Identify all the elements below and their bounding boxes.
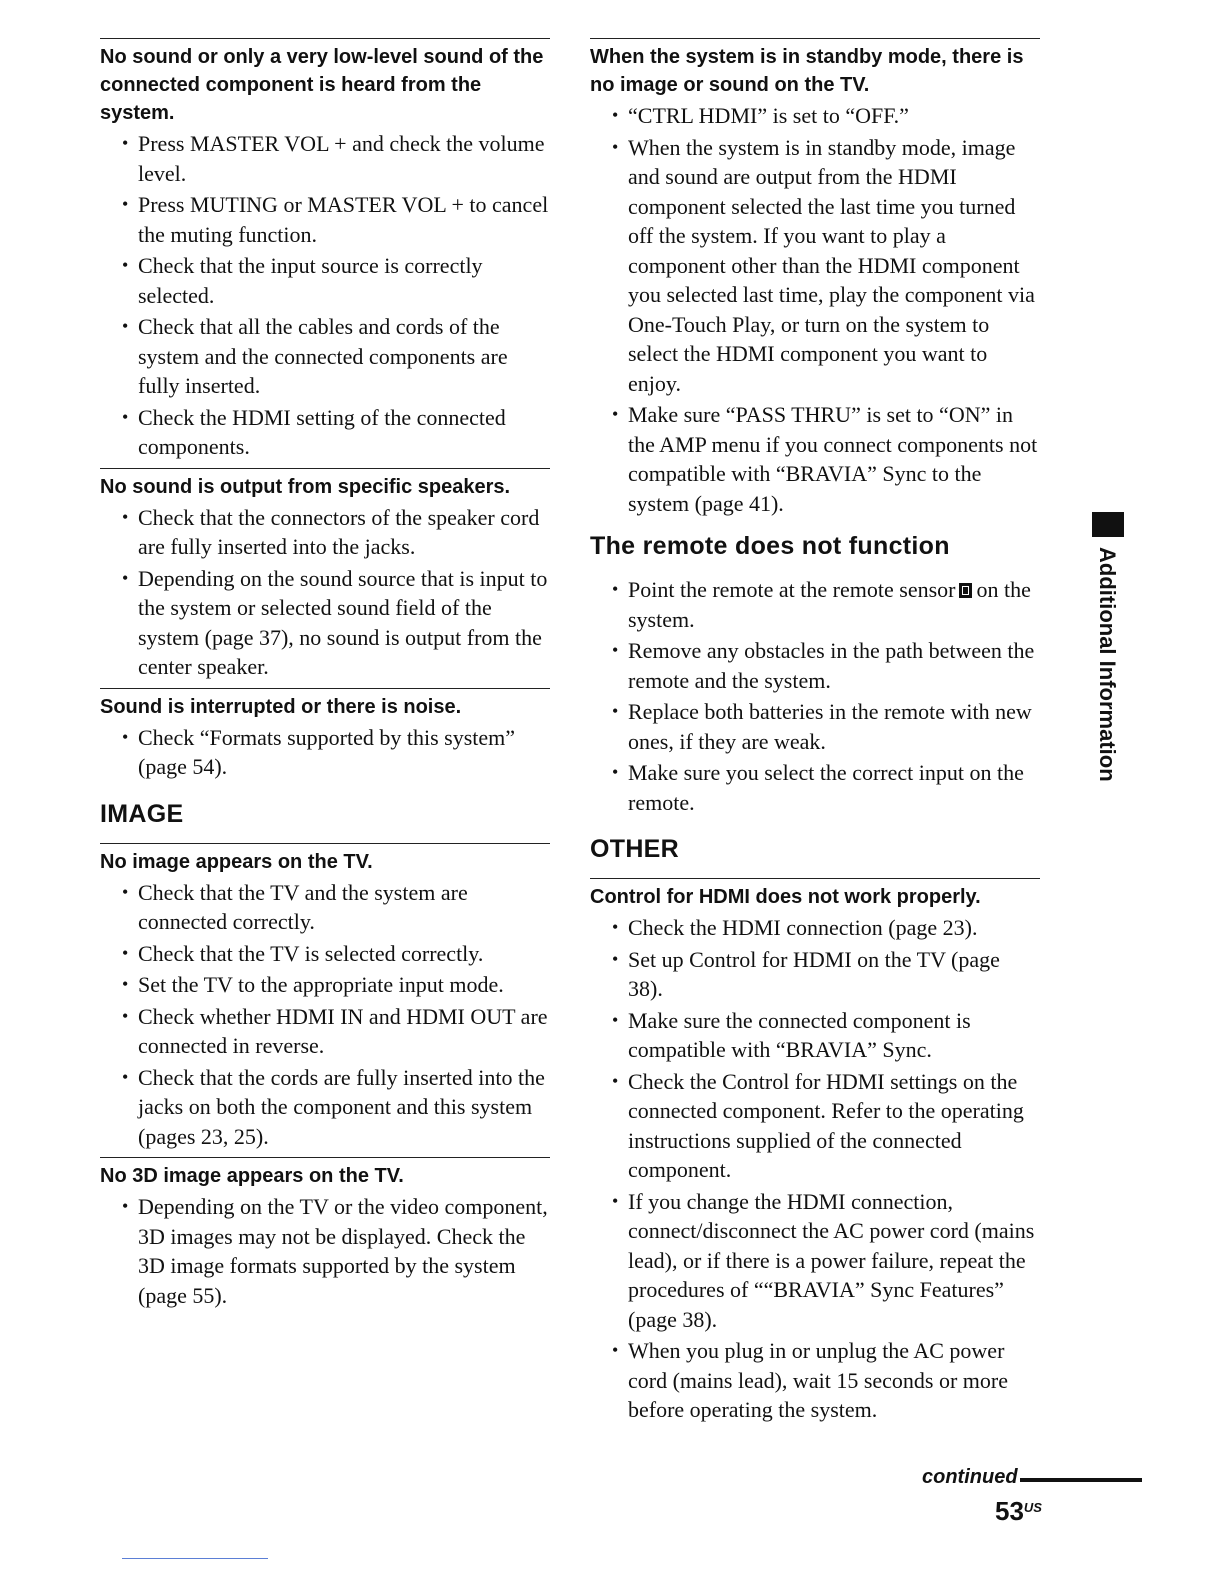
bullet-list bbox=[100, 503, 550, 682]
bullet-list bbox=[100, 129, 550, 462]
bullet-text: on the system. bbox=[628, 577, 1031, 632]
bullet-item: • Check that the TV and the system are connected correctly. bbox=[122, 878, 550, 937]
issue-title: When the system is in standby mode, there is no image or sound on the TV. bbox=[590, 46, 1024, 96]
bullet-list bbox=[590, 913, 1040, 1425]
image-section-heading: IMAGE bbox=[100, 799, 184, 828]
bullet-text: Point the remote at the remote sensor bbox=[628, 577, 956, 602]
bullet-list bbox=[590, 101, 1040, 518]
issue-title: No 3D image appears on the TV. bbox=[100, 1165, 404, 1187]
bullet-item: • Make sure “PASS THRU” is set to “ON” in the AMP menu if you connect components not compatible with “BRAVIA” Sync to the system (page 41). bbox=[612, 400, 1040, 518]
troubleshoot-issue bbox=[100, 843, 550, 1152]
issue-title: Control for HDMI does not work properly. bbox=[590, 886, 981, 908]
bullet-item: • Check the HDMI connection (page 23). bbox=[612, 913, 1040, 943]
bullet-item: • Check that the TV is selected correctly. bbox=[122, 939, 550, 969]
bullet-list bbox=[590, 575, 1040, 817]
troubleshoot-issue bbox=[590, 878, 1040, 1425]
bullet-list bbox=[100, 1192, 550, 1310]
bullet-list bbox=[100, 723, 550, 782]
other-section-heading: OTHER bbox=[590, 835, 679, 863]
bullet-item: • Check that the input source is correctly selected. bbox=[122, 251, 550, 310]
page-number bbox=[995, 1496, 1042, 1527]
issue-title: No image appears on the TV. bbox=[100, 850, 373, 873]
bullet-item: • “CTRL HDMI” is set to “OFF.” bbox=[612, 101, 1040, 131]
page-number-suffix: US bbox=[1023, 1500, 1042, 1515]
issue-title: Sound is interrupted or there is noise. bbox=[100, 695, 462, 718]
troubleshoot-issue bbox=[100, 468, 550, 682]
issue-title: No sound or only a very low-level sound of the connected component is heard from the system. bbox=[100, 46, 544, 124]
continued-arrow-line bbox=[1020, 1478, 1142, 1482]
bullet-item: • Make sure you select the correct input on the remote. bbox=[612, 758, 1040, 817]
bullet-item: • If you change the HDMI connection, connect/disconnect the AC power cord (mains lead), or if there is a power failure, repeat the procedures of ““BRAVIA” Sync Features” (page 38). bbox=[612, 1187, 1040, 1335]
troubleshoot-issue bbox=[590, 38, 1040, 518]
side-section-tab bbox=[1092, 512, 1124, 812]
troubleshoot-issue bbox=[100, 1157, 550, 1310]
bullet-item: • Press MUTING or MASTER VOL + to cancel the muting function. bbox=[122, 190, 550, 249]
bullet-item: • Depending on the TV or the video component, 3D images may not be displayed. Check the 3D image formats supported by the system (page 55). bbox=[122, 1192, 550, 1310]
bullet-item: • Depending on the sound source that is input to the system or selected sound field of the system (page 37), no sound is output from the center speaker. bbox=[122, 564, 550, 682]
bullet-item: • Check whether HDMI IN and HDMI OUT are connected in reverse. bbox=[122, 1002, 550, 1061]
bullet-item: • Remove any obstacles in the path between the remote and the system. bbox=[612, 636, 1040, 695]
remote-sensor-icon bbox=[959, 583, 972, 598]
bullet-item: • Set the TV to the appropriate input mode. bbox=[122, 970, 550, 1000]
page-number-value: 53 bbox=[995, 1496, 1024, 1526]
bullet-item: • Check that the connectors of the speaker cord are fully inserted into the jacks. bbox=[122, 503, 550, 562]
bullet-item: • Check the HDMI setting of the connected components. bbox=[122, 403, 550, 462]
bullet-item: • Check “Formats supported by this system” (page 54). bbox=[122, 723, 550, 782]
remote-section-heading: The remote does not function bbox=[590, 532, 950, 560]
left-issues-image bbox=[100, 843, 550, 1311]
bullet-item: • Check that the cords are fully inserted into the jacks on both the component and this system (pages 23, 25). bbox=[122, 1063, 550, 1152]
bullet-item: • Make sure the connected component is compatible with “BRAVIA” Sync. bbox=[612, 1006, 1040, 1065]
bullet-item: • Replace both batteries in the remote with new ones, if they are weak. bbox=[612, 697, 1040, 756]
bullet-item: • Check the Control for HDMI settings on the connected component. Refer to the operating instructions supplied of the connected component. bbox=[612, 1067, 1040, 1185]
right-column bbox=[590, 38, 1040, 1431]
issue-title: No sound is output from specific speakers. bbox=[100, 475, 511, 498]
bullet-item: • When you plug in or unplug the AC power cord (mains lead), wait 15 seconds or more before operating the system. bbox=[612, 1336, 1040, 1425]
bullet-item: • Check that all the cables and cords of the system and the connected components are fully inserted. bbox=[122, 312, 550, 401]
bullet-item: • Set up Control for HDMI on the TV (page 38). bbox=[612, 945, 1040, 1004]
left-column bbox=[100, 38, 550, 1316]
tab-marker bbox=[1092, 512, 1124, 537]
troubleshoot-issue bbox=[100, 688, 550, 782]
continued-indicator bbox=[922, 1462, 1142, 1492]
left-issues-top bbox=[100, 38, 550, 782]
bottom-rule bbox=[122, 1558, 268, 1559]
side-tab-label: Additional Information bbox=[1095, 547, 1120, 782]
bullet-item bbox=[612, 575, 1040, 634]
bullet-item: • Press MASTER VOL + and check the volume level. bbox=[122, 129, 550, 188]
bullet-item: • When the system is in standby mode, image and sound are output from the HDMI component selected the last time you turned off the system. If you want to play a component other than the HDMI component you selected last time, play the component via One-Touch Play, or turn on the system to select the HDMI component you want to enjoy. bbox=[612, 133, 1040, 399]
troubleshoot-issue bbox=[100, 38, 550, 462]
bullet-list bbox=[100, 878, 550, 1152]
continued-text: continued bbox=[922, 1465, 1018, 1488]
